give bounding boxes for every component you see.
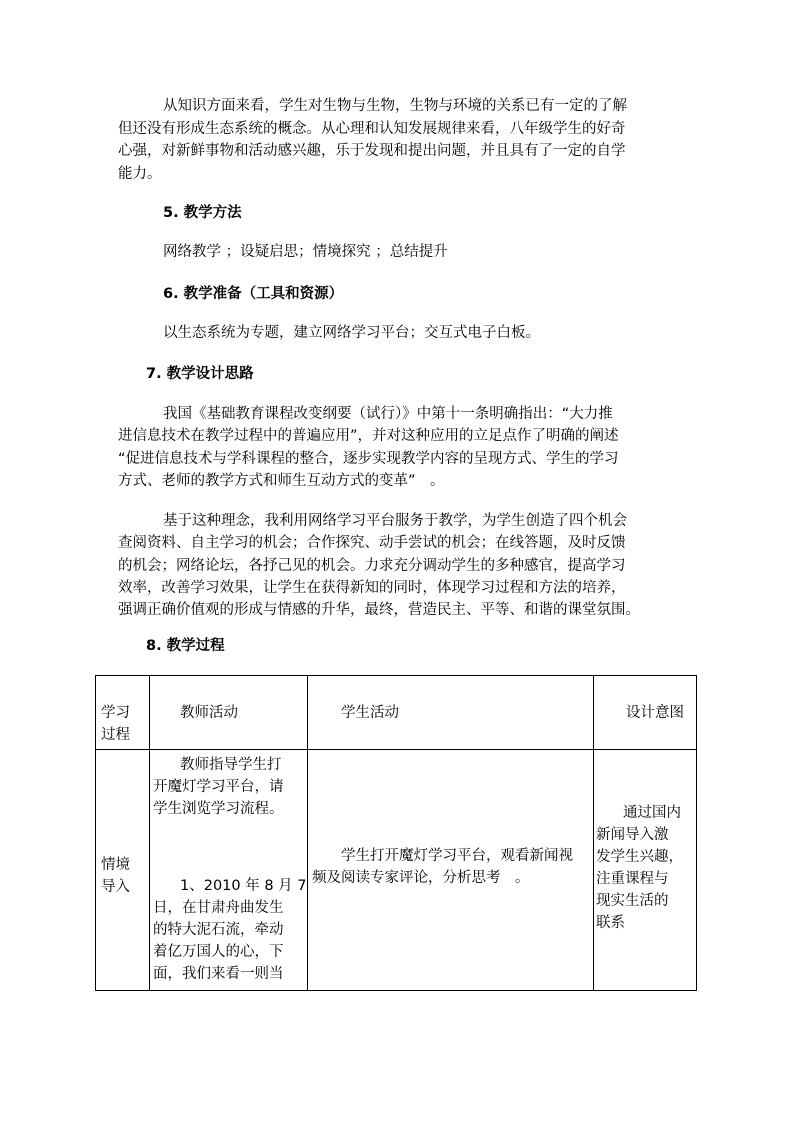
- analysis-line: 心强，对新鲜事物和活动感兴趣，乐于发现和提出问题，并且具有了一定的自学: [118, 143, 626, 159]
- design-intent-line: 注重课程与: [596, 871, 669, 887]
- table-header-row: [96, 676, 697, 750]
- rationale-line: 进信息技术在教学过程中的普遍应用”，并对这种应用的立足点作了明确的阐述: [118, 428, 619, 444]
- teacher-activity-line: 教师指导学生打: [180, 757, 282, 773]
- header-teacher: [150, 676, 308, 750]
- design-intent-line: 现实生活的: [596, 893, 669, 909]
- header-teacher-text: 教师活动: [180, 705, 238, 721]
- section-5-heading: 5. 教学方法: [163, 205, 242, 221]
- design-intent-line: 发学生兴趣，: [596, 849, 683, 865]
- teacher-activity-line: 学生浏览学习流程。: [153, 801, 284, 817]
- rationale-line: 方式、老师的教学方式和师生互动方式的变革” 。: [118, 473, 445, 489]
- rationale-line: 基于这种理念，我利用网络学习平台服务于教学，为学生创造了四个机会: [163, 513, 627, 529]
- row-design-intent: [594, 750, 697, 991]
- header-stage-text: 学习: [101, 705, 130, 721]
- student-activity-line: 学生打开魔灯学习平台，观看新闻视: [341, 848, 573, 864]
- teacher-activity-line: 着亿万国人的心，下: [153, 944, 284, 960]
- rationale-line: 效率，改善学习效果，让学生在获得新知的同时，体现学习过程和方法的培养，: [118, 580, 626, 596]
- row-stage-text: 情境: [101, 857, 130, 873]
- header-stage-text: 过程: [101, 727, 130, 743]
- section-8-heading: 8. 教学过程: [146, 638, 225, 654]
- design-intent-line: 新闻导入激: [596, 827, 669, 843]
- teacher-activity-line: 的特大泥石流，牵动: [153, 922, 284, 938]
- analysis-line: 能力。: [118, 166, 162, 182]
- rationale-line: “促进信息技术与学科课程的整合，逐步实现教学内容的呈现方式、学生的学习: [118, 451, 619, 467]
- teacher-activity-line: 1、2010 年 8 月 7: [180, 878, 307, 894]
- design-intent-line: 联系: [596, 915, 625, 931]
- section-7-heading: 7. 教学设计思路: [146, 366, 254, 382]
- header-stage: [96, 676, 150, 750]
- analysis-line: 但还没有形成生态系统的概念。从心理和认知发展规律来看，八年级学生的好奇: [118, 121, 626, 137]
- row-stage: [96, 750, 150, 991]
- teaching-process-table: [95, 675, 697, 991]
- row-teacher-activity: [150, 750, 308, 991]
- rationale-line: 查阅资料、自主学习的机会；合作探究、动手尝试的机会；在线答题，及时反馈: [118, 535, 626, 551]
- design-intent-line: 通过国内: [623, 805, 681, 821]
- header-intent-text: 设计意图: [626, 705, 684, 721]
- rationale-line: 强调正确价值观的形成与情感的升华，最终，营造民主、平等、和谐的课堂氛围。: [118, 602, 640, 618]
- rationale-line: 的机会；网络论坛，各抒己见的机会。力求充分调动学生的多种感官，提高学习: [118, 558, 626, 574]
- header-student-text: 学生活动: [341, 705, 399, 721]
- teacher-activity-line: 开魔灯学习平台，请: [153, 779, 284, 795]
- header-student: [308, 676, 594, 750]
- section-6-heading: 6. 教学准备（工具和资源）: [163, 286, 344, 302]
- row-stage-text: 导入: [101, 879, 130, 895]
- teacher-activity-line: 日，在甘肃舟曲发生: [153, 900, 284, 916]
- header-intent: [594, 676, 697, 750]
- section-5-body: 网络教学 ；设疑启思；情境探究 ；总结提升: [163, 244, 448, 260]
- student-activity-line: 频及阅读专家评论，分析思考 。: [312, 870, 530, 886]
- rationale-line: 我国《基础教育课程改变纲要（试行）》中第十一条明确指出：“大力推: [163, 406, 613, 422]
- analysis-line: 从知识方面来看，学生对生物与生物，生物与环境的关系已有一定的了解: [163, 98, 627, 114]
- section-6-body: 以生态系统为专题，建立网络学习平台；交互式电子白板。: [163, 325, 540, 341]
- teacher-activity-line: 面，我们来看一则当: [153, 966, 284, 982]
- table-row: [96, 750, 697, 991]
- row-student-activity: [308, 750, 594, 991]
